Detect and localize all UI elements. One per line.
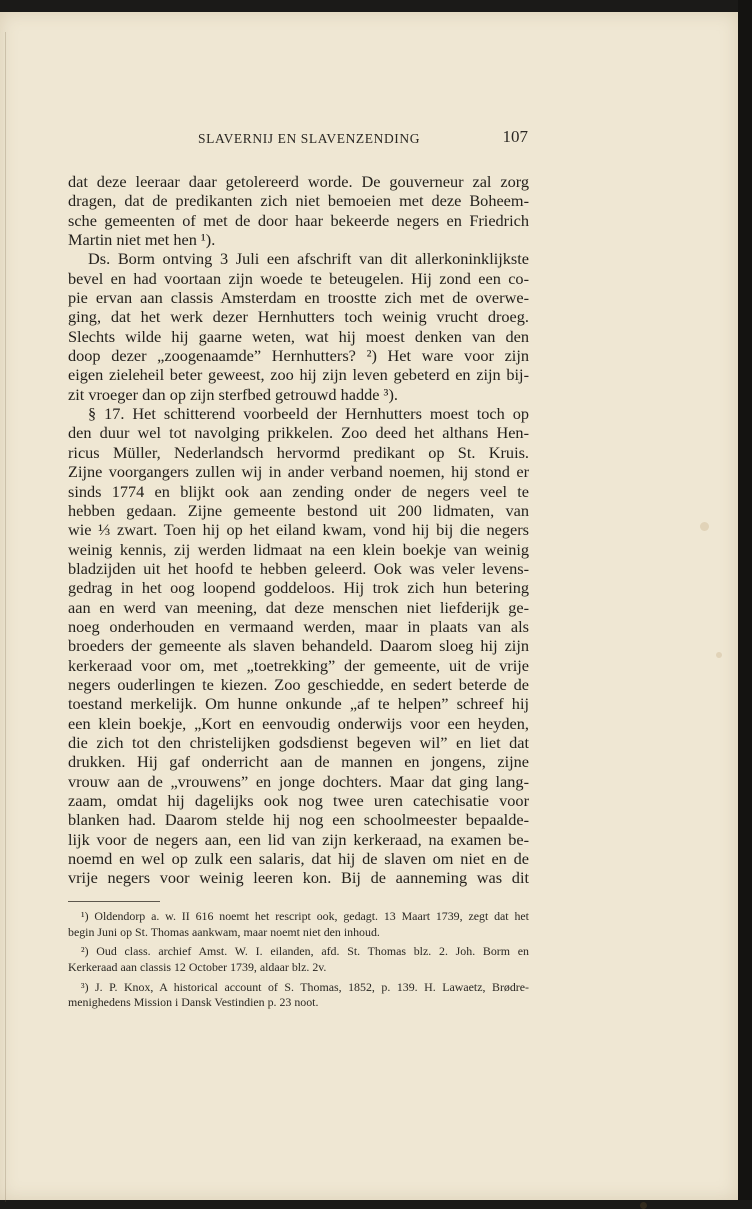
text-line: dat deze leeraar daar getolereerd worde. De gouverneur zal zorg (68, 172, 529, 191)
text-line: § 17. Het schitterend voorbeeld der Hernhutters moest toch op (88, 404, 529, 424)
text-line: lijk voor de negers aan, een lid van zijn kerkeraad, na examen be- (68, 829, 529, 849)
text-line: negers ouderlingen te kiezen. Zoo geschiedde, en sedert beterde de (68, 674, 529, 694)
text-line: den duur wel tot navolging prikkelen. Zoo deed het althans Hen- (68, 423, 529, 443)
text-line: toestand merkelijk. Om hunne onkunde „af te helpen” schreef hij (68, 694, 529, 714)
text-line: noeg onderhouden en vermaand werden, maar in plaats van als (68, 616, 529, 636)
footnote-line: menighedens Mission i Dansk Vestindien p. 23 noot. (68, 995, 319, 1010)
paper-stain (716, 652, 722, 658)
text-line: pie ervan aan classis Amsterdam en troostte zich met de overwe- (68, 288, 529, 308)
text-line: vrije negers voor weinig leeren kon. Bij de aanneming was dit (68, 868, 529, 888)
text-line: hebben gedaan. Zijne gemeente bestond uit 200 lidmaten, van (68, 500, 529, 520)
text-line: sinds 1774 en blijkt ook aan zending onder de negers veel te (68, 481, 529, 501)
footnote (68, 944, 529, 975)
footnote-line: Kerkeraad aan classis 12 October 1739, aldaar blz. 2v. (68, 960, 327, 975)
text-line: noemd en wel op zulk een salaris, dat hij de slaven om niet en de (68, 849, 529, 869)
text-line: sche gemeenten of met de door haar bekeerde negers en Friedrich (68, 210, 529, 230)
text-line: zit vroeger dan op zijn sterfbed getrouwd hadde ³). (68, 384, 398, 404)
body-text (68, 172, 529, 888)
page-number: 107 (502, 127, 528, 146)
text-line: drukken. Hij gaf onderricht aan de mannen en jongens, zijne (68, 752, 529, 772)
paper-stain (640, 1202, 647, 1209)
text-line: broeders der gemeente als slaven behandeld. Daarom sloeg hij zijn (68, 636, 529, 656)
footnote-line: ³) J. P. Knox, A historical account of S. Thomas, 1852, p. 139. H. Lawaetz, Brødre- (81, 979, 529, 994)
footnote (68, 980, 529, 1011)
footnote (68, 909, 529, 940)
text-line: een klein boekje, „Kort en eenvoudig onderwijs voor een heyden, (68, 713, 529, 733)
text-line: Slechts wilde hij gaarne weten, wat hij moest denken van den (68, 326, 529, 346)
text-line: Ds. Borm ontving 3 Juli een afschrift van dit allerkoninklijkste (88, 249, 529, 269)
paper-stain (700, 522, 709, 531)
text-line: gedrag in het oog loopend goddeloos. Hij trok zich hun betering (68, 578, 529, 598)
text-line: Zijne voorgangers zullen wij in ander verband noemen, hij stond er (68, 462, 529, 482)
footnote-rule (68, 901, 160, 902)
page-header (68, 128, 528, 150)
text-line: eigen zieleheil beter geweest, zoo hij zijn leven gebeterd en zijn bij- (68, 365, 529, 385)
footnotes (68, 909, 529, 1015)
footnote-line: ²) Oud class. archief Amst. W. I. eilanden, afd. St. Thomas blz. 2. Joh. Borm en (81, 944, 529, 959)
text-line: vrouw aan de „vrouwens” en jonge dochters. Maar dat ging lang- (68, 771, 529, 791)
text-line: zaam, omdat hij dagelijks ook nog twee uren catechisatie voor (68, 791, 529, 810)
text-line: die zich tot den christelijken godsdienst begeven wil” en liet dat (68, 732, 529, 752)
text-line: blanken had. Daarom stelde hij nog een schoolmeester bepaalde- (68, 810, 529, 830)
page-edge (738, 0, 752, 1200)
text-line: kerkeraad voor om, met „toetrekking” der gemeente, uit de vrije (68, 655, 529, 675)
text-line: aan en werd van meening, dat deze menschen niet liefderijk ge- (68, 597, 529, 617)
running-title: SLAVERNIJ EN SLAVENZENDING (198, 131, 421, 146)
text-line: Martin niet met hen ¹). (68, 230, 216, 250)
text-line: doop dezer „zoogenaamde” Hernhutters? ²) Het ware voor zijn (68, 346, 529, 366)
footnote-line: ¹) Oldendorp a. w. II 616 noemt het rescript ook, gedagt. 13 Maart 1739, zegt dat het (81, 909, 529, 923)
text-line: dragen, dat de predikanten zich niet bemoeien met deze Boheem- (68, 191, 529, 211)
text-line: weinig kennis, zij werden lidmaat na een klein boekje van weinig (68, 539, 529, 559)
text-line: ricus Müller, Nederlandsch hervormd predikant op St. Kruis. (68, 442, 529, 462)
text-line: bladzijden uit het hoofd te hebben geleerd. Ook was veler levens- (68, 558, 529, 578)
text-line: bevel en had voortaan zijn woede te beteugelen. Hij zond een co- (68, 268, 529, 288)
page-gutter (5, 32, 6, 1202)
footnote-line: begin Juni op St. Thomas aankwam, maar noemt niet den inhoud. (68, 924, 380, 939)
text-line: wie ⅓ zwart. Toen hij op het eiland kwam, vond hij bij die negers (68, 520, 529, 540)
text-line: ging, dat het werk dezer Hernhutters toch weinig vrucht droeg. (68, 307, 529, 327)
